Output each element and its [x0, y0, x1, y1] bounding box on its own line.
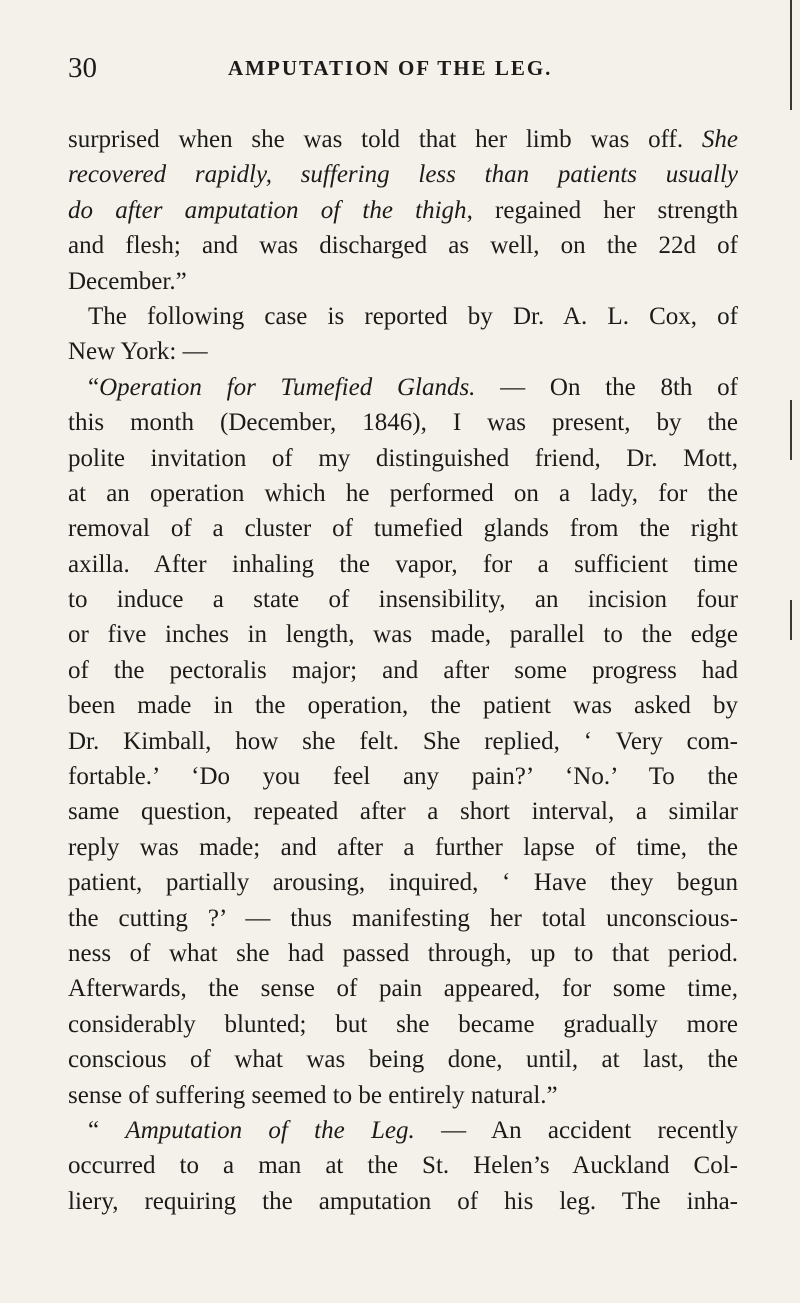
text-segment: axilla. After inhaling the vapor, for a sufficient time: [68, 550, 738, 578]
text-line: [68, 405, 738, 440]
text-line: [68, 724, 738, 759]
text-line: [68, 1184, 738, 1219]
text-segment: surprised when she was told that her limb was off.: [68, 126, 702, 153]
text-line: [68, 901, 738, 936]
text-segment: , regained her strength: [466, 196, 738, 224]
text-segment: reply was made; and after a further lapse of time, the: [68, 833, 738, 861]
text-segment: “: [88, 1116, 126, 1144]
text-line: [68, 617, 738, 652]
italic-segment: Amputation of the Leg.: [125, 1116, 415, 1144]
text-segment: sense of suffering seemed to be entirely natural.”: [68, 1081, 558, 1109]
italic-segment: Operation for Tumefied Glands.: [99, 373, 476, 401]
text-segment: considerably blunted; but she became gradually more: [68, 1010, 738, 1038]
text-line: [68, 228, 738, 263]
text-line: [68, 441, 738, 476]
text-line: [68, 688, 738, 723]
text-segment: polite invitation of my distinguished friend, Dr. Mott,: [68, 444, 738, 472]
text-segment: at an operation which he performed on a lady, for the: [68, 479, 738, 507]
text-segment: New York: —: [68, 338, 208, 366]
text-segment: the cutting ?’ — thus manifesting her total unconscious-: [68, 904, 738, 932]
text-line: [68, 370, 738, 405]
italic-segment: do after amputation of the thigh: [68, 196, 467, 224]
text-segment: removal of a cluster of tumefied glands from the right: [68, 515, 738, 543]
text-segment: Afterwards, the sense of pain appeared, for some time,: [68, 975, 738, 1003]
text-segment: patient, partially arousing, inquired, ‘ Have they begun: [68, 869, 738, 897]
text-segment: this month (December, 1846), I was present, by the: [68, 409, 738, 437]
running-head: AMPUTATION OF THE LEG.: [228, 56, 553, 80]
text-line: [68, 193, 738, 228]
text-line: [68, 157, 738, 192]
text-segment: ness of what she had passed through, up to that period.: [68, 939, 738, 967]
text-segment: Dr. Kimball, how she felt. She replied, ‘ Very com-: [68, 727, 738, 755]
text-segment: December.”: [68, 267, 187, 295]
text-segment: been made in the operation, the patient was asked by: [68, 692, 738, 720]
text-line: [68, 653, 738, 688]
text-line: [68, 1148, 738, 1183]
page-edge-mark: [790, 600, 792, 640]
text-line: [68, 511, 738, 546]
text-line: [68, 334, 738, 369]
text-line: [68, 1078, 738, 1113]
page-edge-mark: [790, 0, 792, 110]
text-line: [68, 971, 738, 1006]
text-segment: same question, repeated after a short interval, a similar: [68, 798, 738, 826]
page-number: 30: [68, 52, 97, 84]
text-segment: to induce a state of insensibility, an incision four: [68, 586, 738, 614]
text-segment: liery, requiring the amputation of his leg. The inha-: [68, 1187, 738, 1215]
italic-segment: She: [701, 126, 738, 153]
text-line: [68, 582, 738, 617]
text-segment: fortable.’ ‘Do you feel any pain?’ ‘No.’ To the: [68, 763, 738, 791]
text-segment: of the pectoralis major; and after some progress had: [68, 656, 738, 684]
text-segment: — On the 8th of: [475, 373, 738, 401]
text-line: [68, 830, 738, 865]
text-line: [68, 794, 738, 829]
text-line: [68, 547, 738, 582]
text-line: [68, 936, 738, 971]
body-text: [68, 122, 738, 1219]
text-segment: or five inches in length, was made, parallel to the edge: [68, 621, 738, 649]
text-segment: “: [88, 373, 100, 401]
text-segment: The following case is reported by Dr. A. L. Cox, of: [88, 302, 738, 330]
text-line: [68, 1042, 738, 1077]
text-line: [68, 264, 738, 299]
text-segment: — An accident recently: [414, 1116, 738, 1144]
text-segment: conscious of what was being done, until, at last, the: [68, 1046, 738, 1074]
text-line: [68, 122, 738, 157]
text-line: [68, 1113, 738, 1148]
page-edge-mark: [790, 400, 792, 460]
text-line: [68, 476, 738, 511]
text-line: [68, 1007, 738, 1042]
text-line: [68, 759, 738, 794]
text-segment: occurred to a man at the St. Helen’s Auckland Col-: [68, 1152, 738, 1180]
text-segment: and flesh; and was discharged as well, on the 22d of: [68, 232, 738, 260]
page-header: [68, 50, 758, 86]
italic-segment: recovered rapidly, suffering less than patients usually: [68, 161, 738, 189]
text-line: [68, 865, 738, 900]
text-line: [68, 299, 738, 334]
